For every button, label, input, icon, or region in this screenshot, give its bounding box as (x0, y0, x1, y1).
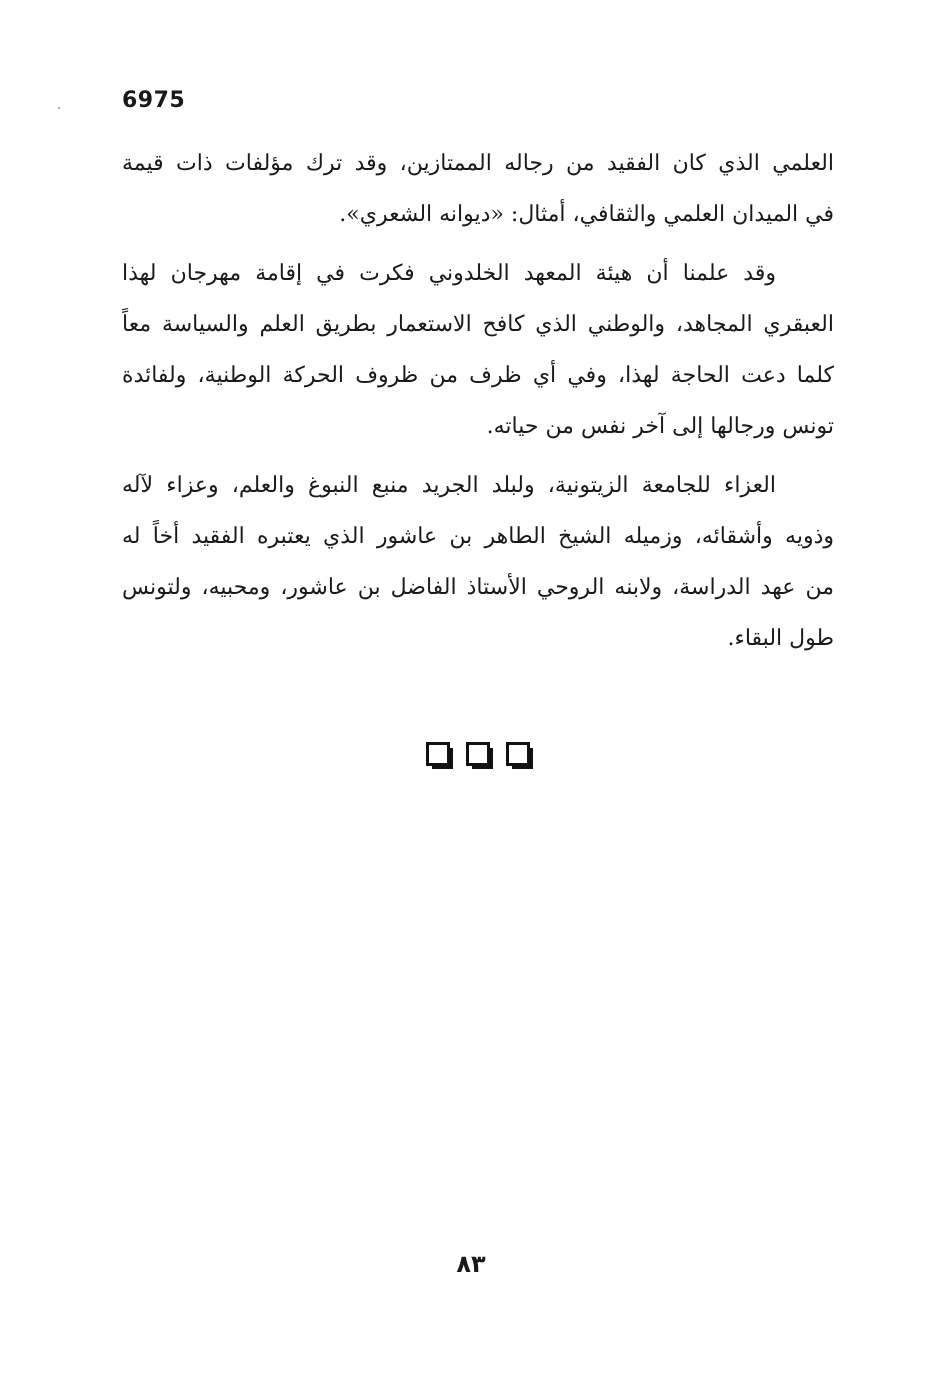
page-speck (58, 107, 60, 109)
paragraph-2 (122, 248, 834, 452)
ornament-square-icon (426, 742, 450, 766)
body-text (122, 138, 834, 664)
section-ornament (426, 742, 530, 766)
text-line: تونس ورجالها إلى آخر نفس من حياته. (486, 414, 834, 439)
text-line: وقد علمنا أن هيئة المعهد الخلدوني فكرت في إقامة مهرجان لهذا (122, 261, 776, 286)
page-number: ٨٣ (456, 1250, 486, 1278)
text-line: طول البقاء. (727, 626, 834, 651)
paragraph-1 (122, 138, 834, 240)
document-id: 6975 (122, 88, 186, 113)
paragraph-3 (122, 460, 834, 664)
text-line: في الميدان العلمي والثقافي، أمثال: «ديوانه الشعري». (339, 202, 834, 227)
text-line: كلما دعت الحاجة لهذا، وفي أي ظرف من ظروف الحركة الوطنية، ولفائدة (122, 363, 834, 388)
ornament-square-icon (506, 742, 530, 766)
text-line: وذويه وأشقائه، وزميله الشيخ الطاهر بن عاشور الذي يعتبره الفقيد أخاً له (122, 524, 834, 549)
text-line: من عهد الدراسة، ولابنه الروحي الأستاذ الفاضل بن عاشور، ومحبيه، ولتونس (122, 575, 834, 600)
text-line: العلمي الذي كان الفقيد من رجاله الممتازين، وقد ترك مؤلفات ذات قيمة (122, 151, 834, 176)
ornament-square-icon (466, 742, 490, 766)
text-line: العبقري المجاهد، والوطني الذي كافح الاستعمار بطريق العلم والسياسة معاً (122, 312, 834, 337)
text-line: العزاء للجامعة الزيتونية، ولبلد الجريد منبع النبوغ والعلم، وعزاء لآله (122, 473, 776, 498)
